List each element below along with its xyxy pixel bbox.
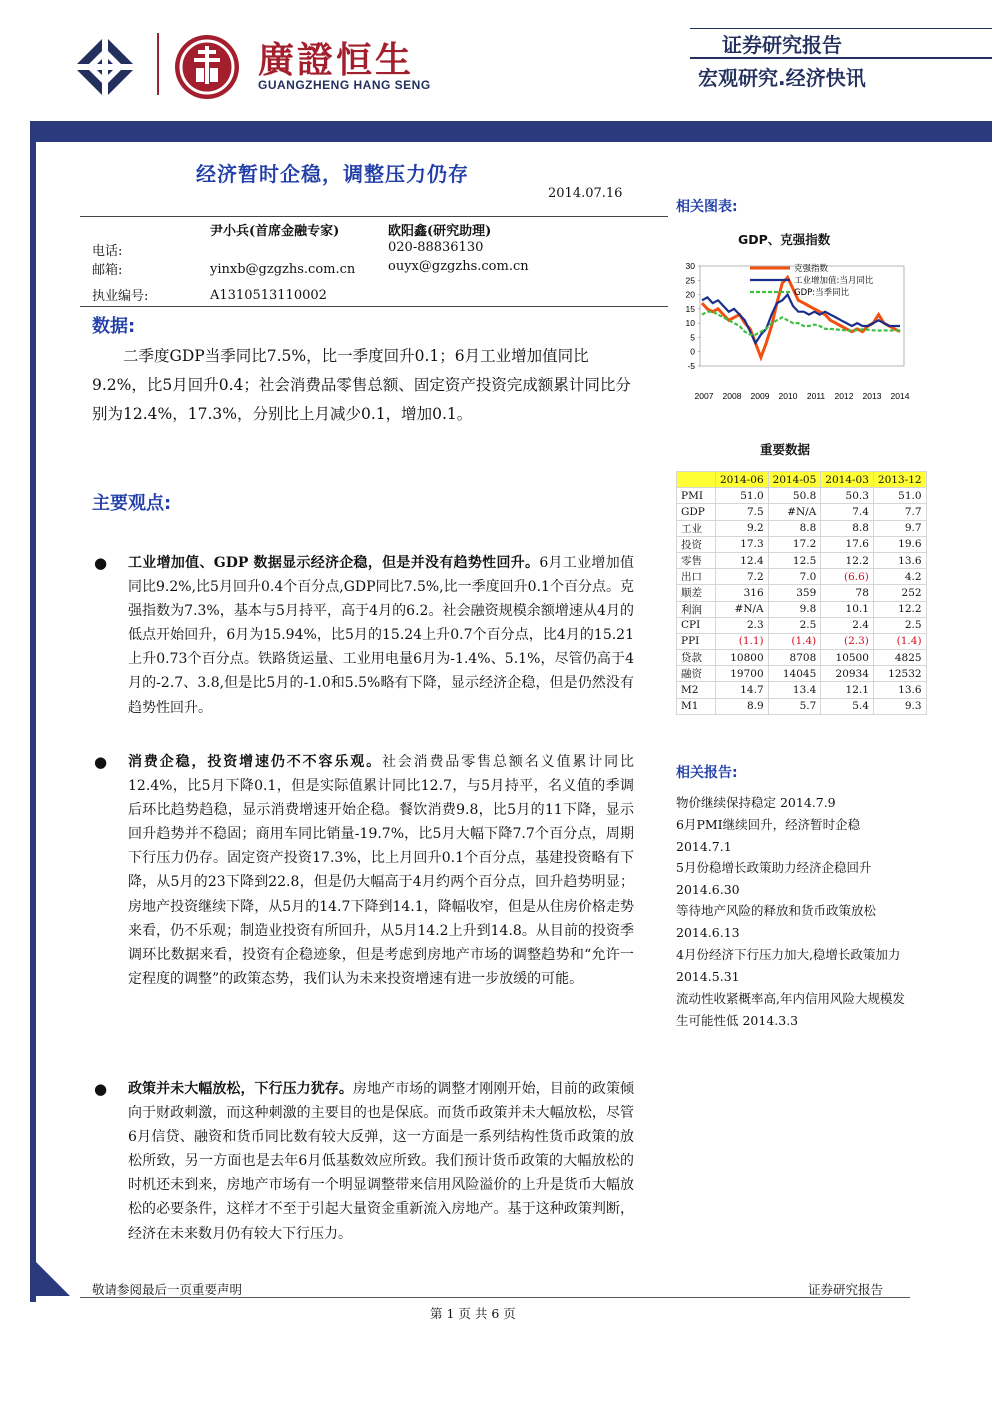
table-header-1: 2014-05 <box>768 472 821 488</box>
y-tick-label: 20 <box>685 289 695 300</box>
table-cell: (1.1) <box>716 633 769 649</box>
x-tick-label: 2010 <box>778 391 798 401</box>
table-cell: 2.5 <box>873 617 926 633</box>
views-heading: 主要观点: <box>92 493 172 514</box>
table-cell: 78 <box>821 585 874 601</box>
page-number: 第 1 页 共 6 页 <box>430 1306 516 1321</box>
report-type: 证券研究报告 <box>722 33 842 57</box>
related-report-5[interactable]: 4月份经济下行压力加大,稳增长政策加力 2014.5.31 <box>676 947 901 984</box>
view-point-3-body: 房地产市场的调整才刚刚开始，目前的政策倾向于财政刺激，而这种刺激的主要目的也是保底。而货币政策并未大幅放松，尽管6月信贷、融资和货币同比数有较大反弹，这一方面是一系列结构性货币政策的放松所致，另一方面也是去年6月低基数效应所致。我们预计货币政策的大幅放松的时机还未到来，房地产市场有一个明显调整带来信用风险溢价的上升是货币大幅放松的必要条件，这样才不至于引起大量资金重新流入房地产。基于这种政策判断，经济在未来数月仍有较大下行压力。 <box>128 1081 635 1242</box>
y-tick-label: 15 <box>685 303 695 314</box>
brand-name-cn: 廣證恒生 <box>258 40 415 81</box>
table-cell: 17.3 <box>716 536 769 552</box>
y-tick-label: 10 <box>685 318 695 329</box>
y-tick-label: 5 <box>690 332 695 343</box>
table-cell: 8.9 <box>716 698 769 714</box>
bullet-icon: ● <box>94 554 108 572</box>
table-cell: 9.3 <box>873 698 926 714</box>
table-cell: 7.4 <box>821 504 874 520</box>
legend-label-1: 克强指数 <box>794 264 829 274</box>
table-cell: 9.7 <box>873 520 926 536</box>
bullet-icon: ● <box>94 753 108 771</box>
footer-rule <box>80 1297 910 1298</box>
table-cell: 10.1 <box>821 601 874 617</box>
table-row <box>677 536 927 552</box>
view-point-3 <box>128 1077 634 1246</box>
table-cell: 50.3 <box>821 488 874 504</box>
table-row <box>677 633 927 649</box>
table-cell: 12.2 <box>873 601 926 617</box>
brand-name-en: GUANGZHENG HANG SENG <box>258 78 431 92</box>
table-cell: 8.8 <box>768 520 821 536</box>
table-header-0: 2014-06 <box>716 472 769 488</box>
x-tick-label: 2011 <box>806 391 826 401</box>
table-row-label: CPI <box>677 617 716 633</box>
footer-disclaimer: 敬请参阅最后一页重要声明 <box>92 1282 243 1297</box>
header-band <box>30 121 992 142</box>
phone-label: 电话: <box>92 244 123 259</box>
table-cell: 12.2 <box>821 552 874 568</box>
table-row-label: M1 <box>677 698 716 714</box>
chart-title: GDP、克强指数 <box>738 232 831 247</box>
table-cell: 8708 <box>768 650 821 666</box>
table-cell: 9.2 <box>716 520 769 536</box>
table-cell: 14045 <box>768 666 821 682</box>
table-cell: 13.6 <box>873 552 926 568</box>
table-cell: 19700 <box>716 666 769 682</box>
table-row-label: M2 <box>677 682 716 698</box>
left-margin-bar <box>30 142 36 1302</box>
bullet-icon: ● <box>94 1080 108 1098</box>
table-cell: 10800 <box>716 650 769 666</box>
table-cell: 12.4 <box>716 552 769 568</box>
table-cell: 4825 <box>873 650 926 666</box>
table-cell: 12.1 <box>821 682 874 698</box>
author-2-name: 欧阳鑫(研究助理) <box>388 224 492 239</box>
legend-label-2: 工业增加值:当月同比 <box>794 276 874 286</box>
table-cell: 7.0 <box>768 569 821 585</box>
table-cell: 20934 <box>821 666 874 682</box>
view-point-2 <box>128 750 634 991</box>
header-rule-bottom <box>690 57 992 59</box>
table-cell: 2.4 <box>821 617 874 633</box>
table-cell: 7.7 <box>873 504 926 520</box>
data-heading: 数据: <box>92 316 136 337</box>
author-rule-bottom <box>80 306 668 307</box>
view-point-1-body: 6月工业增加值同比9.2%,比5月回升0.4个百分点,GDP同比7.5%,比一季度回升0.1个百分点。克强指数为7.3%，基本与5月持平，高于4月的6.2。社会融资规模余额增速从4月的低点开始回升，6月为15.94%，比5月的15.24上升0.7个百分点，比4月的15.21上升0.73个百分点。铁路货运量、工业用电量6月为-1.4%、5.1%，尽管仍高于4月的-2.7、3.8,但是比5月的-1.0和5.5%略有下降，显示经济企稳，但是仍然没有趋势性回升。 <box>128 555 634 716</box>
related-report-1[interactable]: 物价继续保持稳定 2014.7.9 <box>676 795 836 810</box>
related-report-6[interactable]: 流动性收紧概率高,年内信用风险大规模发生可能性低 2014.3.3 <box>676 991 905 1028</box>
table-row-label: PMI <box>677 488 716 504</box>
table-row <box>677 504 927 520</box>
table-cell: (1.4) <box>873 633 926 649</box>
table-row <box>677 682 927 698</box>
table-cell: 50.8 <box>768 488 821 504</box>
report-title: 经济暂时企稳，调整压力仍存 <box>196 162 469 186</box>
table-cell: 8.8 <box>821 520 874 536</box>
table-row-label: GDP <box>677 504 716 520</box>
table-cell: 51.0 <box>716 488 769 504</box>
gdp-keqiang-chart <box>676 258 916 408</box>
table-header-2: 2014-03 <box>821 472 874 488</box>
table-row-label: 出口 <box>677 569 716 585</box>
table-cell: 19.6 <box>873 536 926 552</box>
table-cell: 17.2 <box>768 536 821 552</box>
seal-logo-icon <box>174 34 240 100</box>
author-2-email: ouyx@gzgzhs.com.cn <box>388 259 529 274</box>
table-cell: 12.5 <box>768 552 821 568</box>
y-tick-label: 25 <box>685 275 695 286</box>
key-data-title: 重要数据 <box>760 442 811 457</box>
table-row-label: 投资 <box>677 536 716 552</box>
table-header-3: 2013-12 <box>873 472 926 488</box>
related-reports-heading: 相关报告: <box>676 765 738 781</box>
table-row-label: 利润 <box>677 601 716 617</box>
table-row <box>677 488 927 504</box>
table-row-label: 顺差 <box>677 585 716 601</box>
y-tick-label: 0 <box>690 346 695 357</box>
table-cell: #N/A <box>768 504 821 520</box>
table-row <box>677 666 927 682</box>
table-cell: (2.3) <box>821 633 874 649</box>
table-cell: 12532 <box>873 666 926 682</box>
table-row <box>677 552 927 568</box>
table-corner <box>677 472 716 488</box>
logo-diamond-icon <box>72 34 138 100</box>
table-cell: 14.7 <box>716 682 769 698</box>
table-cell: 10500 <box>821 650 874 666</box>
table-cell: 316 <box>716 585 769 601</box>
table-cell: (1.4) <box>768 633 821 649</box>
table-row <box>677 650 927 666</box>
view-point-2-body: 社会消费品零售总额名义值累计同比12.4%，比5月下降0.1，但是实际值累计同比12.7，与5月持平，名义值的季调后环比趋势趋稳，显示消费增速开始企稳。餐饮消费9.8，比5月的11下降，显示回升趋势并不稳固；商用车同比销量-19.7%，比5月大幅下降7.7个百分点，周期下行压力仍存。固定资产投资17.3%，比上月回升0.1个百分点，基建投资略有下降，从5月的23下降到22.8，但是仍大幅高于4月约两个百分点，回升趋势明显；房地产投资继续下降，从5月的14.7下降到14.1，降幅收窄，但是从住房价格走势来看，仍不乐观；制造业投资有所回升，从5月14.2上升到14.8。从目前的投资季调环比数据来看，投资有企稳迹象，但是考虑到房地产市场的调整趋势和“允许一定程度的调整”的政策态势，我们认为未来投资增速有进一步放缓的可能。 <box>128 754 635 987</box>
report-category: 宏观研究.经济快讯 <box>698 66 866 90</box>
table-cell: 7.5 <box>716 504 769 520</box>
author-1-license: A1310513110002 <box>210 288 327 303</box>
author-1-name: 尹小兵(首席金融专家) <box>210 224 340 239</box>
table-cell: 2.5 <box>768 617 821 633</box>
author-2-phone: 020-88836130 <box>388 240 484 255</box>
related-report-2[interactable]: 6月PMI继续回升，经济暂时企稳 2014.7.1 <box>676 817 861 854</box>
table-cell: 13.6 <box>873 682 926 698</box>
table-row-label: 贷款 <box>677 650 716 666</box>
x-tick-label: 2012 <box>834 391 854 401</box>
table-row <box>677 585 927 601</box>
table-cell: 252 <box>873 585 926 601</box>
author-rule-top <box>80 216 668 217</box>
logo-divider <box>157 33 159 95</box>
legend-label-3: GDP:当季同比 <box>794 288 850 298</box>
table-row-label: 工业 <box>677 520 716 536</box>
email-label: 邮箱: <box>92 263 123 278</box>
y-tick-label: 30 <box>685 261 695 271</box>
data-paragraph: 二季度GDP当季同比7.5%，比一季度回升0.1；6月工业增加值同比9.2%，比5月回升0.4；社会消费品零售总额、固定资产投资完成额累计同比分别为12.4%，17.3%，分别比上月减少0.1，增加0.1。 <box>92 347 631 423</box>
table-cell: 2.3 <box>716 617 769 633</box>
y-tick-label: -5 <box>687 361 695 371</box>
key-data-header-row <box>677 472 927 488</box>
table-cell: 4.2 <box>873 569 926 585</box>
table-cell: 17.6 <box>821 536 874 552</box>
table-cell: 13.4 <box>768 682 821 698</box>
table-cell: 5.7 <box>768 698 821 714</box>
view-point-1 <box>128 551 634 720</box>
table-row <box>677 520 927 536</box>
corner-triangle-icon <box>30 1256 70 1296</box>
related-report-3[interactable]: 5月份稳增长政策助力经济企稳回升 2014.6.30 <box>676 860 872 897</box>
table-cell: 9.8 <box>768 601 821 617</box>
related-report-4[interactable]: 等待地产风险的释放和货币政策放松 2014.6.13 <box>676 903 877 940</box>
table-cell: 5.4 <box>821 698 874 714</box>
view-point-3-lead: 政策并未大幅放松，下行压力犹存。 <box>128 1081 353 1097</box>
table-cell: 7.2 <box>716 569 769 585</box>
table-cell: 51.0 <box>873 488 926 504</box>
table-row-label: PPI <box>677 633 716 649</box>
view-point-1-lead: 工业增加值、GDP 数据显示经济企稳，但是并没有趋势性回升。 <box>128 555 540 571</box>
table-cell: 359 <box>768 585 821 601</box>
table-row <box>677 569 927 585</box>
key-data-table <box>676 471 927 715</box>
x-tick-label: 2013 <box>862 391 882 401</box>
x-tick-label: 2014 <box>890 391 910 401</box>
related-charts-heading: 相关图表: <box>676 199 738 215</box>
table-row <box>677 601 927 617</box>
author-1-email: yinxb@gzgzhs.com.cn <box>210 262 356 277</box>
view-point-2-lead: 消费企稳，投资增速仍不不容乐观。 <box>128 754 382 770</box>
report-date: 2014.07.16 <box>548 186 623 201</box>
table-cell: (6.6) <box>821 569 874 585</box>
table-row-label: 融资 <box>677 666 716 682</box>
table-row <box>677 698 927 714</box>
footer-report-type: 证券研究报告 <box>808 1282 884 1297</box>
x-tick-label: 2007 <box>694 391 714 401</box>
table-row-label: 零售 <box>677 552 716 568</box>
x-tick-label: 2009 <box>750 391 770 401</box>
x-tick-label: 2008 <box>722 391 742 401</box>
license-label: 执业编号: <box>92 289 149 304</box>
table-row <box>677 617 927 633</box>
table-cell: #N/A <box>716 601 769 617</box>
